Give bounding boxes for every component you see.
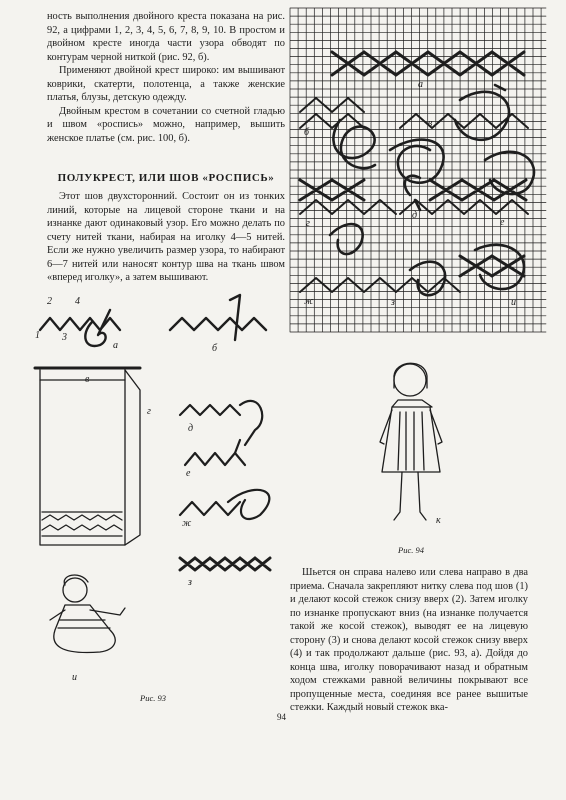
paragraph: Двойным крестом в сочетании со счетной гладью и швом «роспись» можно, например, вышить женское платье (см. рис. 100, б). <box>47 105 285 144</box>
grid-label-b: б <box>304 127 310 138</box>
paragraph: Этот шов двухсторонний. Состоит он из тонких линий, которые на лицевой стороне ткани и на изнанке дают одинаковый узор. Его можно делать по счету нитей ткани, набирая на иголку 4—5 нитей. Если же нужно увеличить размер узора, то набирают 6—7 нитей или наносят контур шва на ткань швом «вперед иголку», а затем вышивают. <box>47 191 285 283</box>
fig93-label-d: д <box>188 423 194 434</box>
grid-label-a: а <box>418 79 423 90</box>
figure-93-illustration <box>30 290 290 690</box>
stitch-diagram-a <box>40 310 120 346</box>
fig93-label-v: в <box>85 374 90 385</box>
stitch-diagram-zh <box>180 490 269 519</box>
stitch-diagram-e <box>185 440 245 465</box>
grid-label-e: е <box>500 217 505 228</box>
grid-label-d: д <box>412 210 418 221</box>
stitch-diagram-b <box>170 295 266 340</box>
fig93-label-e: е <box>186 468 191 479</box>
grid-label-g: г <box>306 218 310 229</box>
towel <box>40 370 140 545</box>
stitch-diagram-z <box>180 558 270 570</box>
fig93-label-3: 3 <box>62 332 67 343</box>
figure-94-illustration <box>370 352 460 532</box>
paragraph: Применяют двойной крест широко: им вышивают коврики, скатерти, полотенца, а также женские платья, блузы, детскую одежду. <box>47 65 285 103</box>
fig93-label-1: 1 <box>35 330 40 341</box>
fig93-label-g: г <box>147 406 151 417</box>
figure-94-caption: Рис. 94 <box>398 545 424 555</box>
method-text <box>290 566 528 715</box>
grid-label-i: и <box>511 297 516 308</box>
fig93-label-zh: ж <box>182 518 192 529</box>
paragraph: Шьется он справа налево или слева направо в два приема. Сначала закрепляют нитку слева под шов (1) и делают косой стежок снизу вверх (2). Затем иголку по изнанке пропускают вниз (на изнанке получается такой же косой стежок), выводят ее на лицевую сторону (3) и снова делают косой стежок снизу вверх (4) и так продолжают дальше (рис. 93, а). Дойдя до конца шва, иголку поворачивают назад и обратным ходом стежками равной величины покрывают все пропущенные места, соединяя все ранее вышитые стежки. Каждый новый стежок вка- <box>290 567 528 713</box>
fig93-label-a: а <box>113 340 118 351</box>
girl-sitting <box>50 575 125 653</box>
grid-label-zh: ж <box>304 296 314 307</box>
fig93-label-b: б <box>212 343 218 354</box>
grid-label-z: з <box>391 297 395 308</box>
fig93-label-z: з <box>188 577 192 588</box>
figure-93-caption: Рис. 93 <box>140 693 166 703</box>
page-number: 94 <box>277 712 286 722</box>
paragraph: ность выполнения двойного креста показана на рис. 92, а цифрами 1, 2, 3, 4, 5, 6, 7, 8, 9, 10. В простом и двойном кресте иногда части узора обводят по контурам черной ниткой (рис. 92, б). <box>47 11 285 63</box>
fig94-label: к <box>436 515 441 526</box>
section-text <box>47 190 285 285</box>
stitch-grid-figure <box>290 0 552 340</box>
grid-label-v: в <box>428 118 433 129</box>
fig93-label-2: 2 <box>47 296 52 307</box>
fig93-label-4: 4 <box>75 296 80 307</box>
intro-text <box>47 10 285 145</box>
fig93-label-i: и <box>72 672 77 683</box>
section-heading: ПОЛУКРЕСТ, ИЛИ ШОВ «РОСПИСЬ» <box>57 172 275 184</box>
